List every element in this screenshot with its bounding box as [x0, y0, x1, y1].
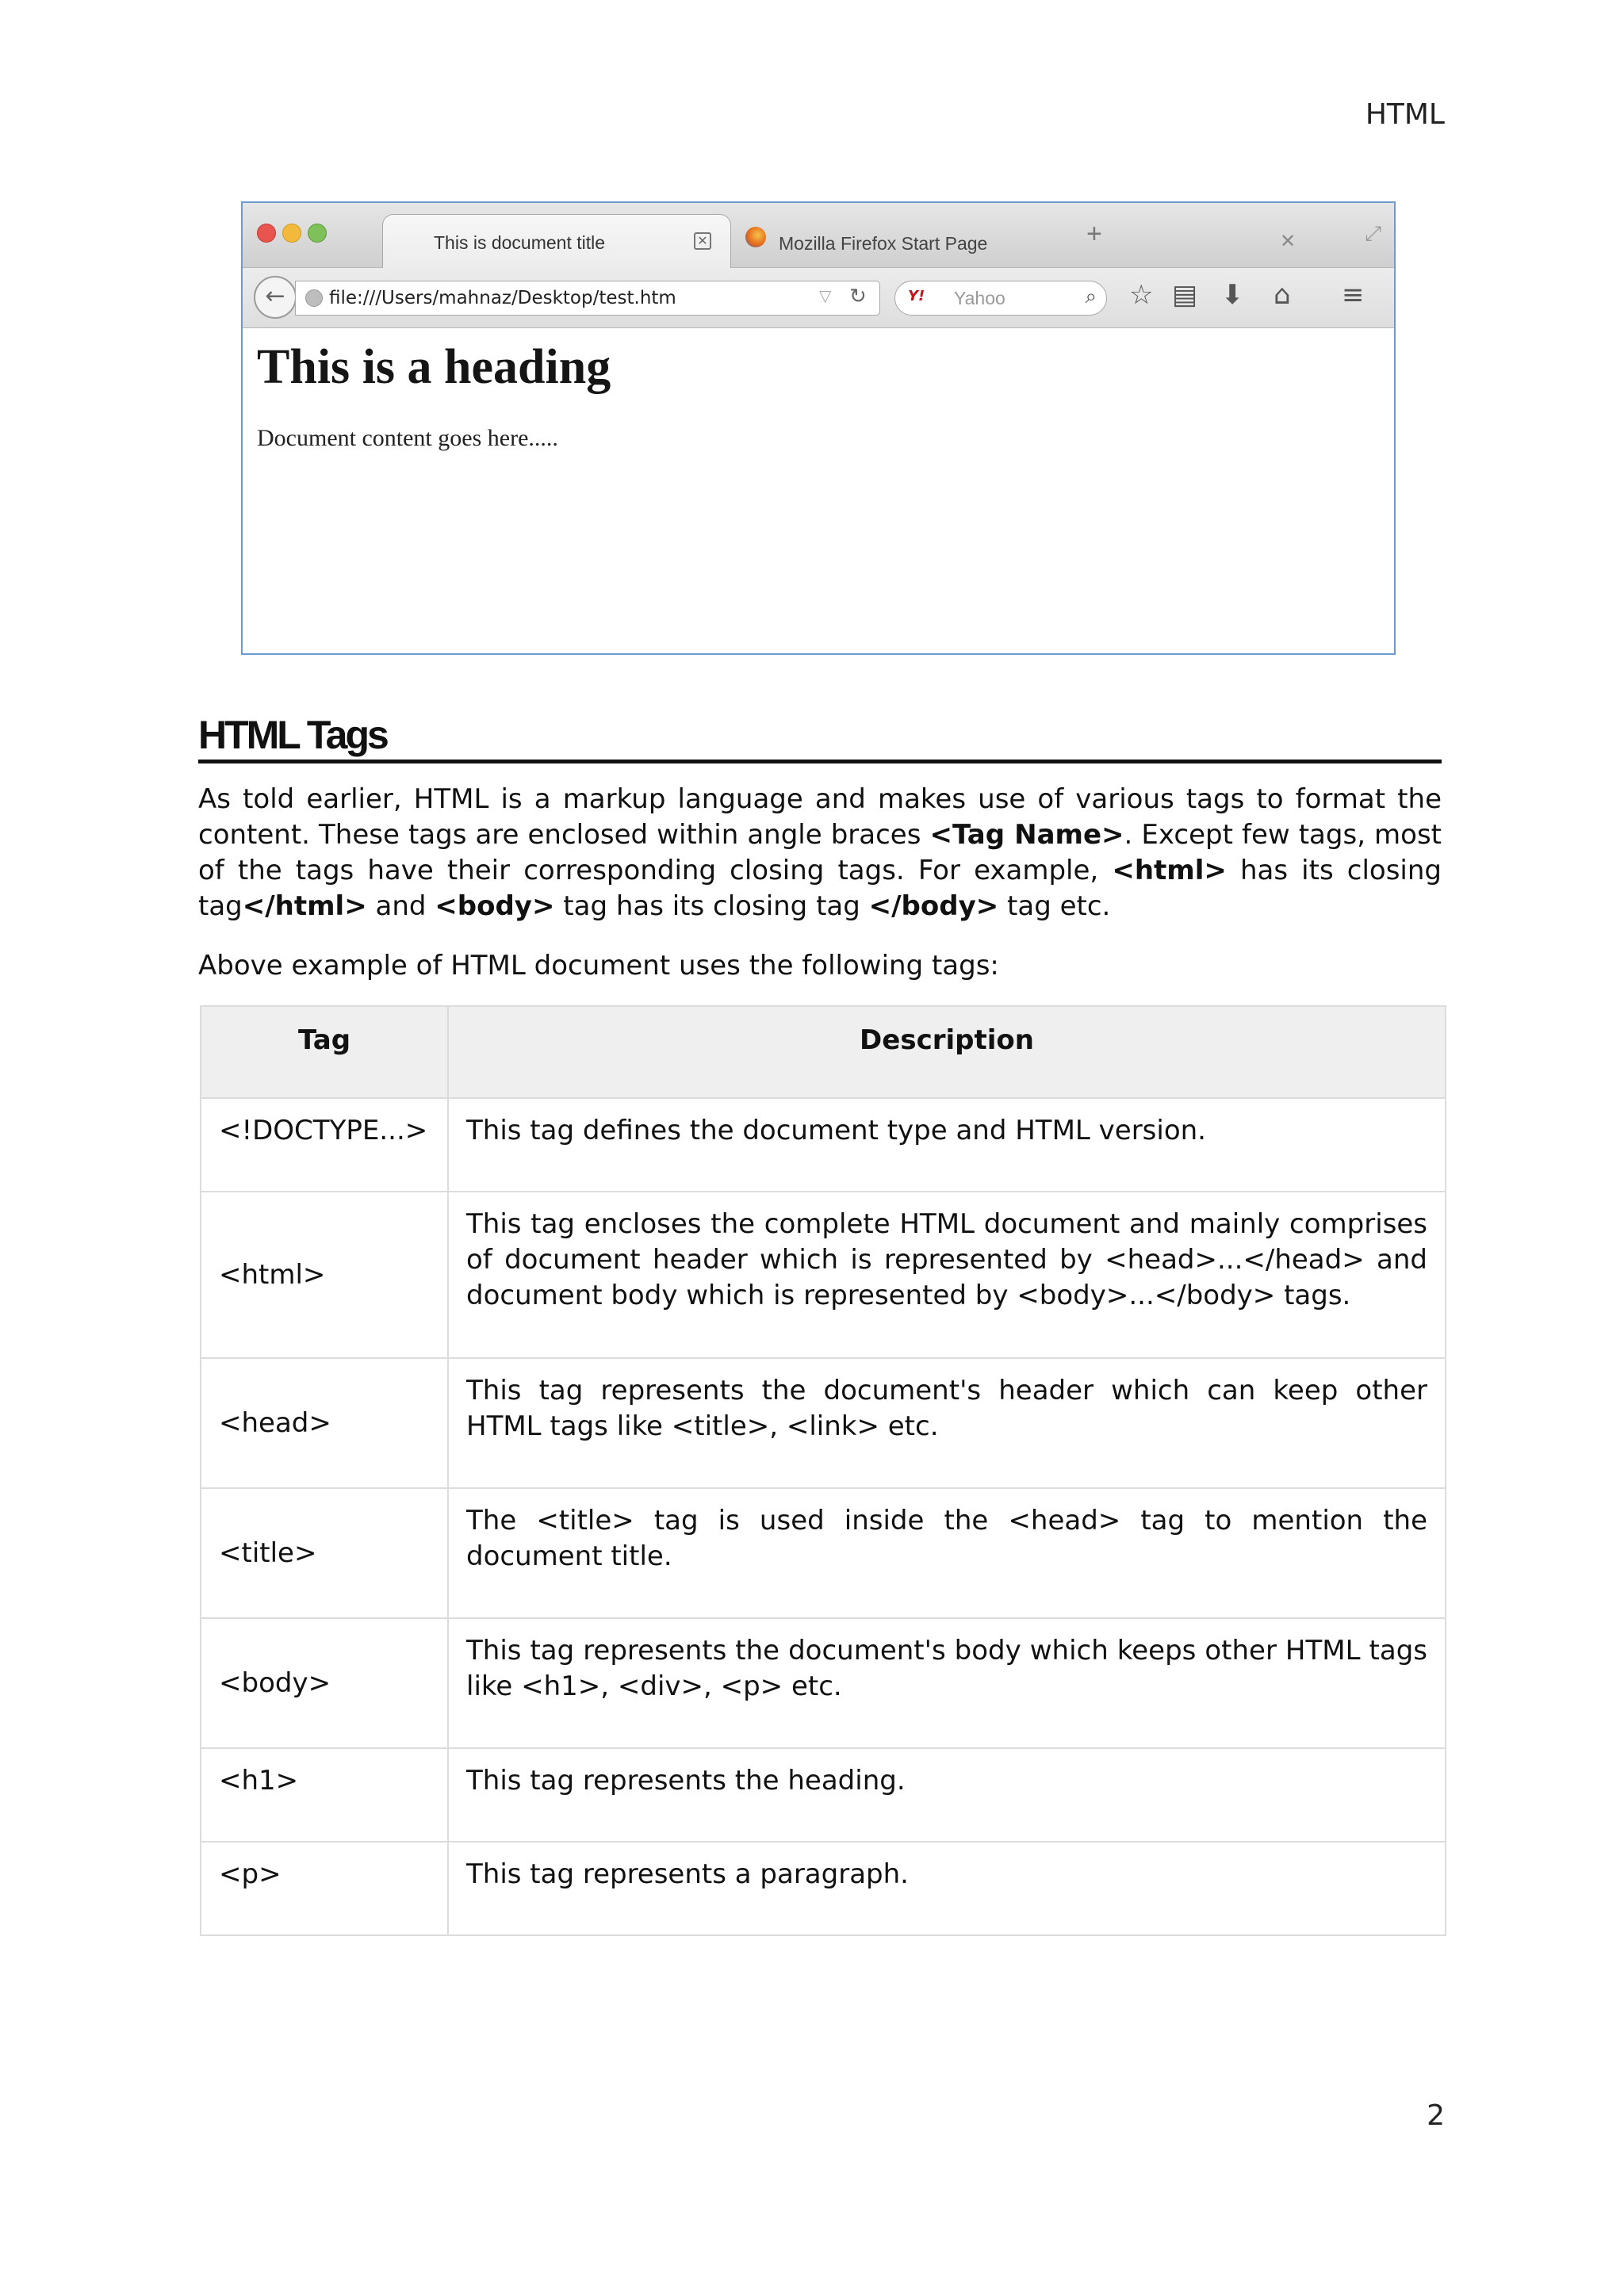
table-row — [201, 1488, 1446, 1618]
intro-paragraph — [198, 782, 1442, 924]
firefox-logo-icon — [745, 227, 766, 247]
intro-bold: </html> — [242, 890, 367, 922]
demo-paragraph: Document content goes here..... — [257, 425, 558, 451]
browser-screenshot — [241, 201, 1396, 655]
column-header-description: Description — [448, 1006, 1446, 1098]
table-header-row — [201, 1006, 1446, 1098]
tab-inactive-title: Mozilla Firefox Start Page — [779, 233, 988, 254]
close-icon[interactable]: ✕ — [694, 232, 711, 250]
description-cell: This tag encloses the complete HTML document and mainly comprises of document header which is represented by <head>...</head> and document body which is represented by <body>...</body> tags. — [448, 1192, 1446, 1358]
column-header-tag: Tag — [201, 1006, 448, 1098]
intro-text: tag etc. — [998, 890, 1111, 922]
search-engine-label: Yahoo — [954, 288, 1005, 308]
demo-heading: This is a heading — [257, 340, 611, 394]
intro-text: and — [366, 890, 435, 922]
bookmark-star-icon[interactable]: ☆ — [1129, 279, 1154, 311]
tag-cell: <title> — [201, 1488, 448, 1618]
table-row — [201, 1192, 1446, 1358]
intro-bold: </body> — [868, 890, 999, 922]
description-cell: This tag represents the document's header which can keep other HTML tags like <title>, <link> etc. — [448, 1358, 1446, 1488]
table-row — [201, 1098, 1446, 1192]
dropdown-icon[interactable]: ▽ — [819, 286, 832, 305]
tag-cell: <head> — [201, 1358, 448, 1488]
table-row — [201, 1618, 1446, 1748]
intro-bold: <Tag Name> — [929, 819, 1124, 851]
description-cell: This tag represents the document's body which keeps other HTML tags like <h1>, <div>, <p> etc. — [448, 1618, 1446, 1748]
table-row — [201, 1358, 1446, 1488]
description-cell: This tag defines the document type and HTML version. — [448, 1098, 1446, 1192]
url-text: file:///Users/mahnaz/Desktop/test.htm — [329, 288, 676, 308]
intro-text: . Except few tags, most of the tags have their corresponding closing tags. For example, — [198, 819, 1442, 886]
table-intro: Above example of HTML document uses the following tags: — [198, 950, 999, 982]
tab-active[interactable] — [382, 214, 731, 268]
description-cell: This tag represents the heading. — [448, 1748, 1446, 1842]
search-icon[interactable]: ⌕ — [1085, 285, 1097, 308]
description-cell: The <title> tag is used inside the <head> tag to mention the document title. — [448, 1488, 1446, 1618]
intro-bold: <html> — [1112, 855, 1227, 886]
download-icon[interactable]: ⬇ — [1221, 279, 1244, 311]
intro-bold: <body> — [435, 890, 555, 922]
close-window-icon[interactable] — [257, 224, 276, 243]
reading-list-icon[interactable]: ▤ — [1172, 279, 1198, 311]
tab-inactive[interactable] — [734, 216, 1297, 265]
search-field[interactable] — [894, 281, 1107, 316]
tag-cell: <h1> — [201, 1748, 448, 1842]
section-title: HTML Tags — [198, 710, 1442, 763]
maximize-window-icon[interactable] — [308, 224, 327, 243]
home-icon[interactable]: ⌂ — [1274, 279, 1291, 311]
description-cell: This tag represents a paragraph. — [448, 1842, 1446, 1935]
intro-text: As told earlier, HTML is a markup language and makes use of various tags to format the content. These tags are enclosed within angle braces — [198, 783, 1442, 851]
tab-close-icon[interactable]: ✕ — [1280, 230, 1297, 252]
globe-icon — [305, 289, 323, 307]
tag-cell: <body> — [201, 1618, 448, 1748]
table-row — [201, 1842, 1446, 1935]
browser-content — [243, 328, 1394, 653]
tag-cell: <html> — [201, 1192, 448, 1358]
running-header: HTML — [1365, 98, 1445, 131]
back-arrow-icon[interactable]: ← — [254, 276, 297, 319]
browser-nav-bar — [243, 268, 1394, 328]
url-field[interactable] — [295, 281, 880, 316]
tag-cell: <p> — [201, 1842, 448, 1935]
new-tab-icon[interactable]: + — [1086, 219, 1102, 249]
tag-cell: <!DOCTYPE...> — [201, 1098, 448, 1192]
resize-icon[interactable]: ⤢ — [1365, 222, 1381, 246]
page-number: 2 — [1427, 2099, 1445, 2132]
tags-table — [200, 1005, 1446, 1936]
yahoo-logo-icon: Y! — [908, 288, 925, 304]
intro-text: tag has its closing tag — [554, 890, 869, 922]
intro-text: has its closing tag — [198, 855, 1442, 922]
tab-active-title: This is document title — [434, 232, 606, 253]
table-row — [201, 1748, 1446, 1842]
reload-icon[interactable]: ↻ — [849, 285, 867, 308]
browser-tab-bar — [243, 203, 1394, 268]
menu-icon[interactable]: ≡ — [1342, 279, 1365, 311]
minimize-window-icon[interactable] — [282, 224, 301, 243]
